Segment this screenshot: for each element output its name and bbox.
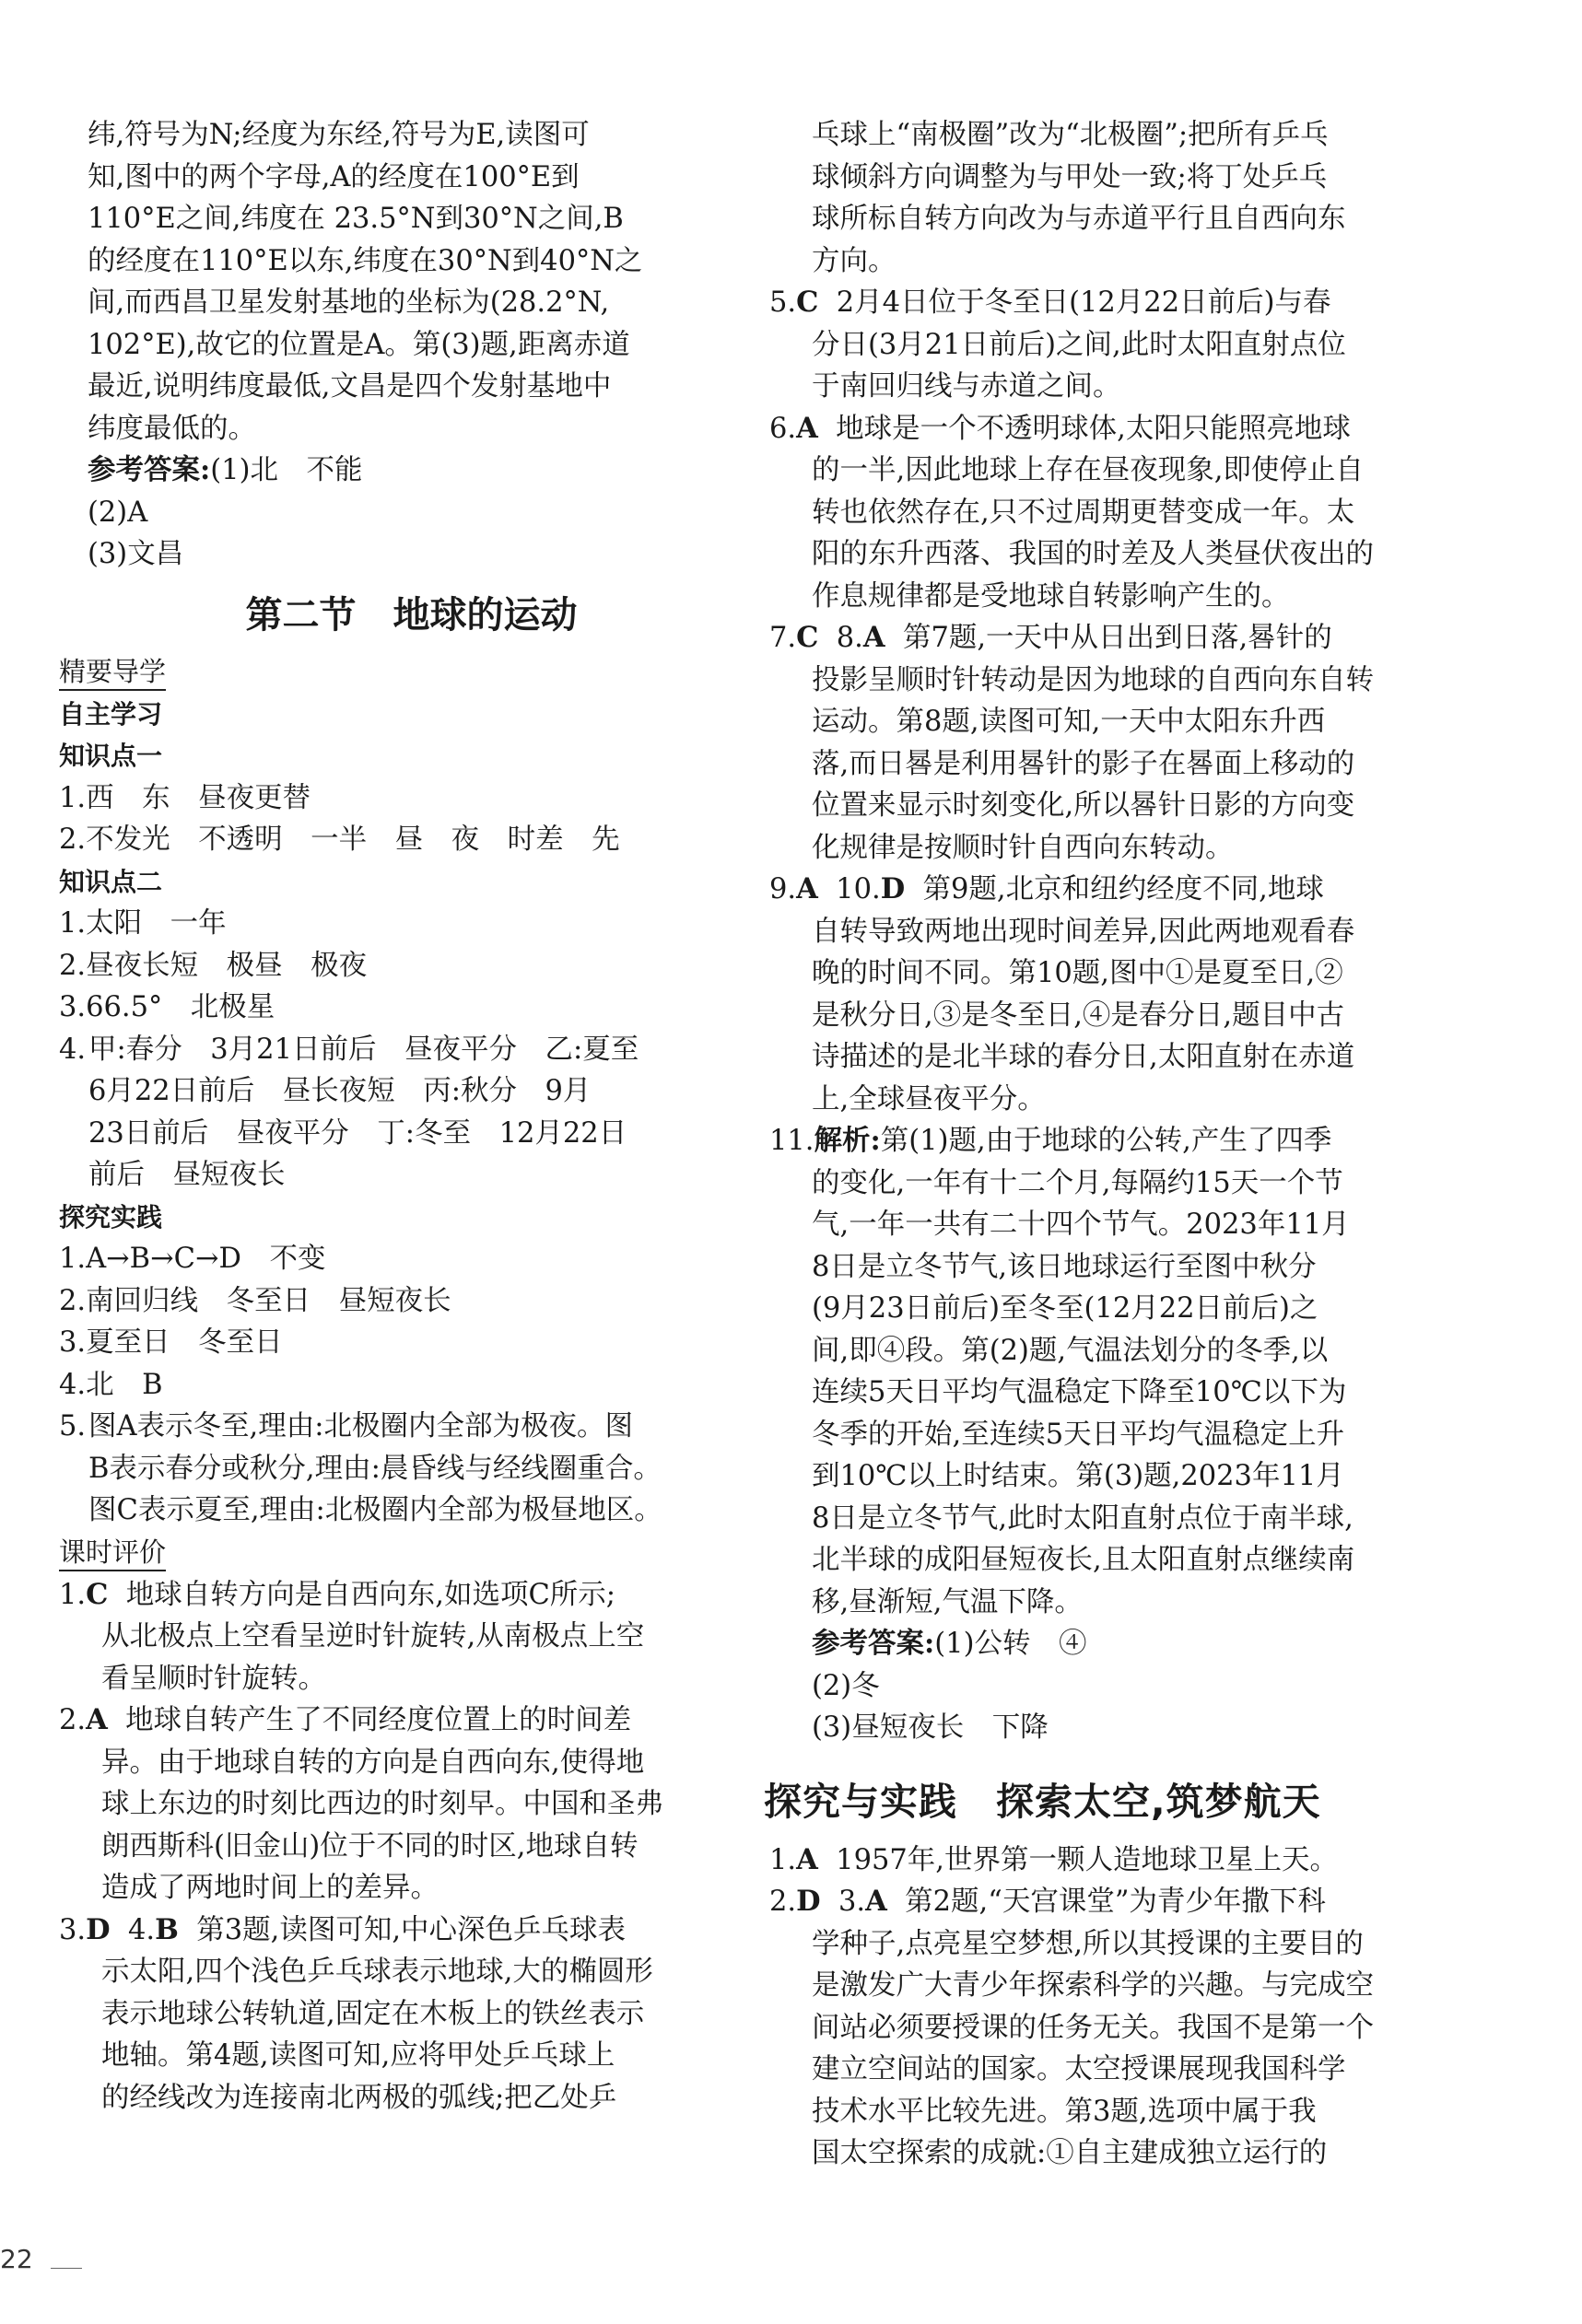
answer-choice: D (796, 1885, 821, 1918)
text-line: 造成了两地时间上的差异。 (101, 1872, 439, 1904)
text-line: 于南回归线与赤道之间。 (812, 370, 1121, 403)
text-line: 是激发广大青少年探索科学的兴趣。与完成空 (812, 1969, 1374, 2002)
text-line: 乓球上“南极圈”改为“北极圈”;把所有乒乓 (812, 119, 1329, 151)
text-line: 6月22日前后 昼长夜短 丙:秋分 9月 (88, 1075, 592, 1107)
text-line: 间站必须要授课的任务无关。我国不是第一个 (812, 2011, 1374, 2044)
answer-choice: A (86, 1703, 108, 1736)
text-line: 运动。第8题,读图可知,一天中太阳东升西 (812, 706, 1326, 738)
text-line: 图C表示夏至,理由:北极圈内全部为极昼地区。 (88, 1494, 662, 1526)
item-number (769, 1881, 905, 1923)
text-line: 表示地球公转轨道,固定在木板上的铁丝表示 (101, 1997, 645, 2030)
text-line: 第9题,北京和纽约经度不同,地球 (922, 873, 1324, 905)
text-line: (9月23日前后)至冬至(12月22日前后)之 (812, 1292, 1318, 1325)
text-line: 晚的时间不同。第10题,图中①是夏至日,② (812, 957, 1343, 989)
item-number: 10. (836, 873, 881, 905)
text-line: 地轴。第4题,读图可知,应将甲处乒乓球上 (101, 2039, 615, 2072)
text-line: 地球是一个不透明球体,太阳只能照亮地球 (836, 412, 1351, 445)
text-line: 地球自转产生了不同经度位置上的时间差 (125, 1704, 632, 1736)
kp2-heading: 知识点二 (59, 866, 163, 897)
text-line: 8日是立冬节气,该日地球运行至图中秋分 (812, 1250, 1317, 1283)
answer-line (769, 1623, 1474, 1665)
item-number: 8. (836, 622, 863, 654)
answer-label: 参考答案: (88, 453, 211, 486)
answer-text: (1)公转 ④ (934, 1628, 1087, 1660)
text-line: 最近,说明纬度最低,文昌是四个发射基地中 (88, 370, 612, 403)
page-number-rule (51, 2268, 82, 2269)
answer-line: (2)冬 (812, 1669, 880, 1702)
item-number: 2. (59, 1704, 87, 1736)
list-item: 3.夏至日 冬至日 (59, 1326, 283, 1359)
answer-item (59, 1699, 764, 1742)
text-line: 学种子,点亮星空梦想,所以其授课的主要目的 (812, 1927, 1364, 1960)
answer-choice: A (865, 1885, 887, 1918)
item-number: 1. (59, 1578, 87, 1611)
answer-item (769, 1120, 1474, 1162)
text-line: 是秋分日,③是冬至日,④是春分日,题目中古 (812, 999, 1345, 1032)
text-line: 地球自转方向是自西向东,如选项C所示; (125, 1578, 616, 1611)
text-line: 诗描述的是北半球的春分日,太阳直射在赤道 (812, 1041, 1355, 1073)
item-number: 1. (769, 1843, 797, 1876)
right-column (764, 114, 1474, 2175)
list-item: 1.A→B→C→D 不变 (59, 1243, 326, 1275)
text-line: 第7题,一天中从日出到日落,晷针的 (902, 622, 1332, 654)
item-number (769, 1120, 881, 1162)
text-line: 看呈顺时针旋转。 (101, 1662, 326, 1695)
text-line: 8日是立冬节气,此时太阳直射点位于南半球, (812, 1501, 1353, 1535)
list-item: 1.太阳 一年 (59, 907, 227, 940)
text-line: 甲:春分 3月21日前后 昼夜平分 乙:夏至 (88, 1033, 639, 1066)
text-line: B表示春分或秋分,理由:晨昏线与经线圈重合。 (88, 1452, 662, 1485)
item-number: 4. (127, 1913, 156, 1946)
answer-line (59, 450, 764, 492)
text-line: 前后 昼短夜长 (88, 1159, 286, 1191)
text-line: 建立空间站的国家。太空授课展现我国科学 (812, 2053, 1346, 2085)
text-line: 方向。 (812, 244, 896, 277)
text-line: 23日前后 昼夜平分 丁:冬至 12月22日 (88, 1116, 627, 1150)
answer-item (59, 1574, 764, 1617)
text-line: 分日(3月21日前后)之间,此时太阳直射点位 (812, 328, 1346, 361)
list-item: 1.西 东 昼夜更替 (59, 781, 311, 814)
text-line: 技术水平比较先进。第3题,选项中属于我 (812, 2095, 1317, 2128)
text-line: 国太空探索的成就:①自主建成独立运行的 (812, 2137, 1328, 2169)
text-line: 阳的东升西落、我国的时差及人类昼伏夜出的 (812, 538, 1374, 570)
text-line: 的经线改为连接南北两极的弧线;把乙处乒 (101, 2081, 617, 2114)
list-item (59, 1406, 764, 1532)
text-line: 102°E),故它的位置是A。第(3)题,距离赤道 (88, 328, 630, 361)
text-line: 的经度在110°E以东,纬度在30°N到40°N之 (88, 244, 643, 277)
item-number (59, 1909, 196, 1952)
text-line: 连续5天日平均气温稳定下降至10℃以下为 (812, 1376, 1347, 1408)
text-line: 作息规律都是受地球自转影响产生的。 (812, 579, 1290, 613)
item-number (769, 282, 837, 324)
answer-item (769, 282, 1474, 324)
text-line: 异。由于地球自转的方向是自西向东,使得地 (101, 1746, 645, 1779)
item-number: 5. (769, 286, 797, 319)
text-line: 的变化,一年有十二个月,每隔约15天一个节 (812, 1166, 1343, 1199)
text-line: 北半球的成阳昼短夜长,且太阳直射点继续南 (812, 1544, 1355, 1576)
text-line: 朗西斯科(旧金山)位于不同的时区,地球自转 (101, 1829, 639, 1863)
text-line: 转也依然存在,只不过周期更替变成一年。太 (812, 496, 1355, 529)
list-item (59, 1029, 764, 1197)
answer-choice: D (86, 1912, 111, 1946)
text-line: 间,而西昌卫星发射基地的坐标为(28.2°N, (88, 286, 610, 319)
item-number: 3. (838, 1886, 866, 1918)
text-line: 到10℃以上时结束。第(3)题,2023年11月 (812, 1460, 1344, 1492)
answer-choice: B (155, 1912, 179, 1946)
eval-heading: 课时评价 (59, 1535, 166, 1571)
item-number: 7. (769, 622, 797, 654)
list-item: 3.66.5° 北极星 (59, 991, 275, 1023)
answer-item (769, 1881, 1474, 1923)
text-line: 的一半,因此地球上存在昼夜现象,即使停止自 (812, 454, 1364, 486)
text-line: 2月4日位于冬至日(12月22日前后)与春 (836, 286, 1331, 319)
answer-choice: D (880, 872, 906, 905)
list-item: 4.北 B (59, 1368, 163, 1401)
text-line: 第2题,“天宫课堂”为青少年撒下科 (905, 1886, 1326, 1918)
answer-choice: A (796, 1842, 818, 1876)
item-number (59, 1574, 126, 1617)
answer-line: (3)文昌 (88, 538, 184, 570)
text-line: 知,图中的两个字母,A的经度在100°E到 (88, 160, 580, 193)
answer-item (59, 1909, 764, 1952)
intro-paragraph (59, 114, 764, 450)
text-line: 球倾斜方向调整为与甲处一致;将丁处乒乓 (812, 160, 1328, 193)
text-line: 纬度最低的。 (88, 412, 256, 445)
text-line: 1957年,世界第一颗人造地球卫星上天。 (836, 1843, 1338, 1876)
item-number (769, 869, 923, 911)
text-line: 间,即④段。第(2)题,气温法划分的冬季,以 (812, 1334, 1329, 1367)
text-line: 化规律是按顺时针自西向东转动。 (812, 831, 1234, 864)
text-line: 球所标自转方向改为与赤道平行且自西向东 (812, 203, 1346, 235)
text-line: 落,而日晷是利用晷针的影子在晷面上移动的 (812, 747, 1355, 780)
answer-item (769, 1839, 1474, 1882)
item-number (769, 408, 836, 450)
text-line: 纬,符号为N;经度为东经,符号为E,读图可 (88, 119, 590, 151)
text-line: 第3题,读图可知,中心深色乒乓球表 (196, 1913, 627, 1946)
answer-line: (3)昼短夜长 下降 (812, 1711, 1049, 1744)
answer-text: (1)北 不能 (210, 454, 363, 486)
explore-heading: 探究实践 (59, 1201, 163, 1232)
text-line: 第(1)题,由于地球的公转,产生了四季 (880, 1125, 1332, 1157)
list-item: 2.不发光 不透明 一半 昼 夜 时差 先 (59, 823, 620, 856)
answer-choice: A (796, 411, 818, 445)
text-line: 移,昼渐短,气温下降。 (812, 1585, 1083, 1618)
list-item: 2.南回归线 冬至日 昼短夜长 (59, 1284, 451, 1317)
item-number: 5. (59, 1410, 87, 1442)
text-line: 投影呈顺时针转动是因为地球的自西向东自转 (812, 663, 1374, 696)
item-number: 4. (59, 1033, 87, 1066)
answer-label: 参考答案: (812, 1627, 935, 1660)
item-number: 2. (769, 1886, 797, 1918)
section2-title: 探究与实践 探索太空,筑梦航天 (764, 1779, 1321, 1824)
text-line: 示太阳,四个浅色乒乓球表示地球,大的椭圆形 (101, 1956, 653, 1988)
text-line: 气,一年一共有二十四个节气。2023年11月 (812, 1209, 1350, 1241)
text-line: 冬季的开始,至连续5天日平均气温稳定上升 (812, 1418, 1345, 1451)
left-column (59, 114, 764, 2119)
answer-choice: C (796, 621, 819, 654)
list-item: 2.昼夜长短 极昼 极夜 (59, 949, 368, 982)
item-number: 3. (59, 1913, 87, 1946)
answer-line: (2)A (88, 496, 148, 529)
section-title: 第二节 地球的运动 (245, 593, 578, 636)
answer-item (769, 408, 1474, 450)
text-line: 位置来显示时刻变化,所以晷针日影的方向变 (812, 789, 1355, 822)
answer-choice: C (86, 1577, 109, 1611)
guide-heading: 精要导学 (59, 654, 166, 691)
item-number (769, 617, 903, 660)
answer-item (769, 869, 1474, 911)
text-line: 自转导致两地出现时间差异,因此两地观看春 (812, 915, 1355, 948)
item-number: 6. (769, 412, 797, 445)
text-line: 上,全球昼夜平分。 (812, 1082, 1046, 1115)
text-line: 球上东边的时刻比西边的时刻早。中国和圣弗 (101, 1788, 663, 1820)
analysis-label: 解析: (814, 1124, 881, 1157)
text-line: 图A表示冬至,理由:北极圈内全部为极夜。图 (88, 1410, 633, 1442)
answer-choice: C (796, 286, 819, 319)
kp1-heading: 知识点一 (59, 741, 163, 771)
text-line: 110°E之间,纬度在 23.5°N到30°N之间,B (88, 203, 624, 235)
self-study-heading: 自主学习 (59, 698, 163, 730)
answer-choice: A (862, 621, 885, 654)
item-number: 9. (769, 873, 797, 905)
answer-choice: A (796, 872, 818, 905)
page-number: 22 (0, 2244, 33, 2274)
item-number: 11. (769, 1125, 814, 1157)
item-number (59, 1699, 125, 1742)
answer-item (769, 617, 1474, 660)
item-number (769, 1839, 836, 1882)
text-line: 从北极点上空看呈逆时针旋转,从南极点上空 (101, 1620, 645, 1652)
